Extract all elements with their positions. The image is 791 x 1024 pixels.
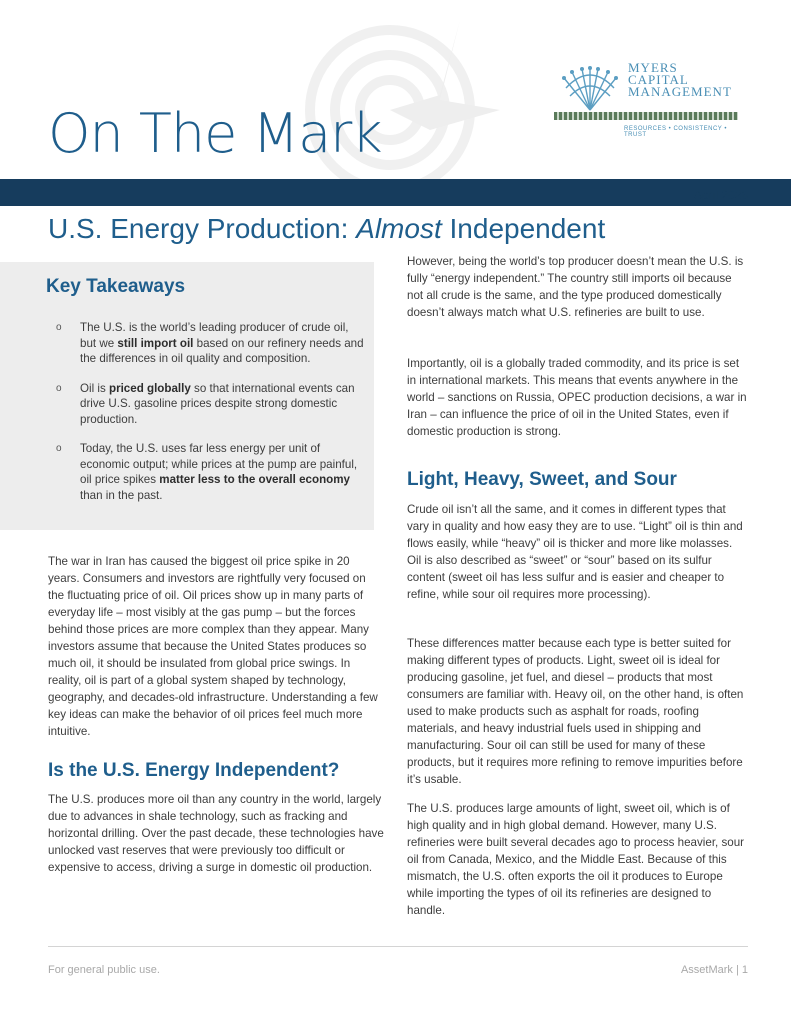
key-takeaways-list — [56, 320, 366, 517]
footer-page-label: AssetMark | 1 — [680, 964, 748, 976]
logo-line-3: MANAGEMENT — [628, 84, 732, 99]
list-item — [56, 381, 366, 428]
list-item — [56, 441, 366, 503]
bullet-icon: o — [56, 322, 62, 333]
title-prefix: U.S. Energy Production: — [48, 213, 357, 244]
logo-tagline: RESOURCES • CONSISTENCY • TRUST — [624, 126, 727, 138]
right-paragraph-5: The U.S. produces large amounts of light, sweet oil, which is of high quality and in high global demand. However, many U.S. refineries were built several decades ago to process heavier, sour oil from Canada, Mexico, and the Middle East. Because of this mismatch, the U.S. often exports the oil it produces to Europe while importing the types of oil its refineries are designed to handle. — [407, 802, 745, 917]
takeaway-emphasis: priced globally — [108, 381, 191, 395]
logo-pattern-band — [554, 112, 738, 120]
takeaway-text: Today, the U.S. uses far less energy per unit of economic output; while prices at the pump are painful, oil price spikes — [80, 442, 358, 486]
masthead-title: On The Mark — [48, 102, 382, 165]
company-logo — [552, 62, 742, 142]
footer-disclaimer: For general public use. — [48, 964, 160, 976]
list-item — [56, 320, 366, 367]
bullet-icon: o — [56, 382, 62, 394]
independent-paragraph: The U.S. produces more oil than any country in the world, largely due to advances in shale technology, such as fracking and horizontal drilling. Over the past decade, these technologies have unlocked vast reserves that were previously too difficult or expensive to access, driving a surge in domestic oil production. — [48, 793, 384, 874]
title-emphasis: Almost — [356, 213, 442, 244]
takeaway-text: Oil is — [80, 381, 109, 395]
section-heading-oil-types: Light, Heavy, Sweet, and Sour — [407, 469, 677, 490]
article-title — [48, 213, 605, 245]
right-paragraph-3: Crude oil isn’t all the same, and it comes in different types that vary in quality and how easy they are to use. “Light” oil is thin and flows easily, while “heavy” oil is thicker and more like molasses. Oil is also described as “sweet” or “sour” based on its sulfur content (sweet oil has less sulfur and is easier and cheaper to refine, while sour oil requires more processing). — [407, 503, 743, 601]
footer-divider — [48, 946, 748, 947]
takeaway-text: so that international events can drive U.S. gasoline prices despite strong domestic production. — [80, 381, 355, 426]
intro-paragraph: The war in Iran has caused the biggest oil price spike in 20 years. Consumers and investors are rightfully very focused on the fluctuating price of oil. Oil prices show up in many parts of everyday life – most visibly at the gas pump – but the forces behind those prices are more complex than they appear. Many investors assume that because the United States produces so much oil, it should be insulated from global price swings. In reality, oil is part of a global system shaped by technology, geography, and decades-old infrastructure. Understanding a few key ideas can make the behavior of oil prices feel much more intuitive. — [48, 555, 378, 738]
key-takeaways-heading: Key Takeaways — [46, 276, 186, 297]
right-paragraph-4: These differences matter because each type is better suited for making different types of products. Light, sweet oil is ideal for producing gasoline, jet fuel, and diesel – products that most consumers are familiar with. Heavy oil, on the other hand, is often used to make products such as asphalt for roads, roofing materials, and heavy industrial fuels used in shipping and manufacturing. Sour oil can still be used for many of these products, but it requires more refining to remove impurities before it’s usable. — [407, 637, 744, 786]
right-paragraph-1: However, being the world’s top producer doesn’t mean the U.S. is fully “energy independent.” The country still imports oil because not all crude is the same, and the type produced domestically doesn’t always match what U.S. refineries are built to use. — [407, 255, 744, 319]
takeaway-text: based on our refinery needs and the differences in oil quality and composition. — [80, 336, 364, 365]
bullet-icon: o — [56, 443, 62, 454]
right-paragraph-2: Importantly, oil is a globally traded commodity, and its price is set in international markets. This means that events anywhere in the world – sanctions on Russia, OPEC production decisions, a war in Iran – can influence the price of oil in the United States, even if domestic production is strong. — [407, 357, 747, 438]
title-suffix: Independent — [441, 213, 606, 244]
logo-line-2: CAPITAL — [628, 72, 689, 87]
logo-line-1: MYERS — [628, 60, 678, 75]
takeaway-emphasis: matter less to the overall economy — [159, 473, 350, 486]
logo-wordmark — [628, 62, 732, 98]
takeaway-text: than in the past. — [80, 488, 163, 502]
section-heading-independent: Is the U.S. Energy Independent? — [48, 760, 340, 781]
issue-date: April 2026 — [693, 188, 748, 202]
target-star-watermark — [300, 0, 540, 200]
takeaway-emphasis: still import oil — [117, 336, 194, 350]
fan-emblem-icon — [558, 66, 622, 114]
takeaway-text: The U.S. is the world’s leading producer of crude oil, but we — [80, 321, 349, 350]
